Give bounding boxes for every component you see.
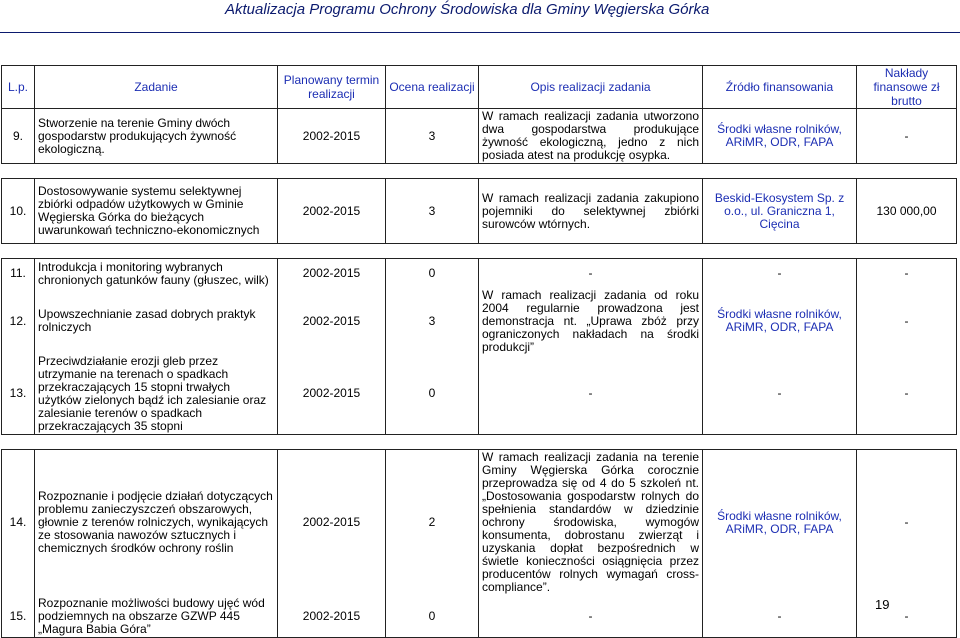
page-number: 19 bbox=[875, 597, 890, 612]
cell-opis: W ramach realizacji zadania utworzono dwa gospodarstwa produkujące żywność ekologiczną, jedno z nich posiada atest na produkcję osypka. bbox=[479, 109, 703, 164]
cell-opis: W ramach realizacji zadania na terenie Gminy Węgierska Górka corocznie przeprowadza się od 4 do 5 szkoleń nt. „Dostosowania gospodarstw rolnych do spełnienia standardów w dziedzinie ochrony środowiska, wymogów konsumenta, dobrostanu zwierząt i uzyskania dopłat bezpośrednich w świetle konieczności osiągnięcia przez producentów rolnych wymagań cross-compliance”. bbox=[479, 450, 703, 596]
cell-zrodlo: - bbox=[703, 596, 857, 638]
cell-lp: 9. bbox=[2, 109, 35, 164]
table-header-row bbox=[2, 66, 957, 109]
cell-zadanie: Upowszechnianie zasad dobrych praktyk rolniczych bbox=[35, 289, 278, 354]
cell-zrodlo: Beskid-Ekosystem Sp. z o.o., ul. Graniczna 1, Cięcina bbox=[703, 179, 857, 244]
cell-lp: 11. bbox=[2, 259, 35, 289]
cell-zrodlo: Środki własne rolników, ARiMR, ODR, FAPA bbox=[703, 289, 857, 354]
cell-naklady: - bbox=[857, 259, 957, 289]
cell-zadanie: Rozpoznanie i podjęcie działań dotyczących problemu zanieczyszczeń obszarowych, głownie z terenów rolniczych, wynikających ze stosowania nawozów sztucznych i chemicznych środków ochrony roślin bbox=[35, 450, 278, 596]
cell-zadanie: Introdukcja i monitoring wybranych chronionych gatunków fauny (głuszec, wilk) bbox=[35, 259, 278, 289]
table-row bbox=[2, 179, 957, 244]
cell-ocena: 2 bbox=[386, 450, 479, 596]
cell-lp: 13. bbox=[2, 354, 35, 435]
cell-opis: - bbox=[479, 259, 703, 289]
header-divider bbox=[0, 32, 960, 33]
col-header-naklady: Nakłady finansowe zł brutto bbox=[857, 66, 957, 109]
cell-ocena: 0 bbox=[386, 259, 479, 289]
cell-termin: 2002-2015 bbox=[278, 259, 386, 289]
table-row bbox=[2, 596, 957, 638]
cell-naklady: - bbox=[857, 596, 957, 638]
cell-termin: 2002-2015 bbox=[278, 179, 386, 244]
cell-zadanie: Przeciwdziałanie erozji gleb przez utrzymanie na terenach o spadkach przekraczających 15 stopni trwałych użytków zielonych bądź ich zalesianie oraz zalesianie terenów o spadkach przekraczających 35 stopni bbox=[35, 354, 278, 435]
table-row bbox=[2, 289, 957, 354]
cell-opis: - bbox=[479, 596, 703, 638]
cell-naklady: 130 000,00 bbox=[857, 179, 957, 244]
cell-ocena: 3 bbox=[386, 289, 479, 354]
table-row bbox=[2, 259, 957, 289]
cell-naklady: - bbox=[857, 354, 957, 435]
document-title: Aktualizacja Programu Ochrony Środowiska dla Gminy Węgierska Górka bbox=[225, 1, 710, 18]
cell-termin: 2002-2015 bbox=[278, 289, 386, 354]
cell-termin: 2002-2015 bbox=[278, 354, 386, 435]
col-header-termin: Planowany termin realizacji bbox=[278, 66, 386, 109]
cell-zrodlo: - bbox=[703, 354, 857, 435]
cell-opis: W ramach realizacji zadania zakupiono pojemniki do selektywnej zbiórki surowców wtórnych. bbox=[479, 179, 703, 244]
col-header-opis: Opis realizacji zadania bbox=[479, 66, 703, 109]
tasks-table bbox=[1, 65, 957, 638]
col-header-zrodlo: Źródło finansowania bbox=[703, 66, 857, 109]
cell-zrodlo: - bbox=[703, 259, 857, 289]
cell-naklady: - bbox=[857, 109, 957, 164]
cell-zadanie: Dostosowywanie systemu selektywnej zbiórki odpadów użytkowych w Gminie Węgierska Górka do bieżących uwarunkowań techniczno-ekonomicznych bbox=[35, 179, 278, 244]
row-spacer bbox=[2, 435, 957, 450]
table-row bbox=[2, 109, 957, 164]
page-header bbox=[0, 0, 960, 44]
cell-lp: 10. bbox=[2, 179, 35, 244]
cell-lp: 12. bbox=[2, 289, 35, 354]
cell-termin: 2002-2015 bbox=[278, 450, 386, 596]
col-header-zadanie: Zadanie bbox=[35, 66, 278, 109]
cell-termin: 2002-2015 bbox=[278, 596, 386, 638]
cell-ocena: 3 bbox=[386, 179, 479, 244]
row-spacer bbox=[2, 244, 957, 259]
col-header-ocena: Ocena realizacji bbox=[386, 66, 479, 109]
table-row bbox=[2, 450, 957, 596]
col-header-lp: L.p. bbox=[2, 66, 35, 109]
cell-zrodlo: Środki własne rolników, ARiMR, ODR, FAPA bbox=[703, 109, 857, 164]
cell-zadanie: Stworzenie na terenie Gminy dwóch gospodarstw produkujących żywność ekologiczną. bbox=[35, 109, 278, 164]
cell-ocena: 0 bbox=[386, 354, 479, 435]
cell-ocena: 3 bbox=[386, 109, 479, 164]
cell-zrodlo: Środki własne rolników, ARiMR, ODR, FAPA bbox=[703, 450, 857, 596]
cell-lp: 15. bbox=[2, 596, 35, 638]
row-spacer bbox=[2, 164, 957, 179]
cell-naklady: - bbox=[857, 289, 957, 354]
cell-zadanie: Rozpoznanie możliwości budowy ujęć wód podziemnych na obszarze GZWP 445 „Magura Babia Góra” bbox=[35, 596, 278, 638]
cell-naklady: - bbox=[857, 450, 957, 596]
cell-ocena: 0 bbox=[386, 596, 479, 638]
cell-lp: 14. bbox=[2, 450, 35, 596]
cell-opis: - bbox=[479, 354, 703, 435]
cell-termin: 2002-2015 bbox=[278, 109, 386, 164]
cell-opis: W ramach realizacji zadania od roku 2004 regularnie prowadzona jest demonstracja nt. „Uprawa zbóż przy ograniczonych nakładach na środki produkcji” bbox=[479, 289, 703, 354]
table-row bbox=[2, 354, 957, 435]
